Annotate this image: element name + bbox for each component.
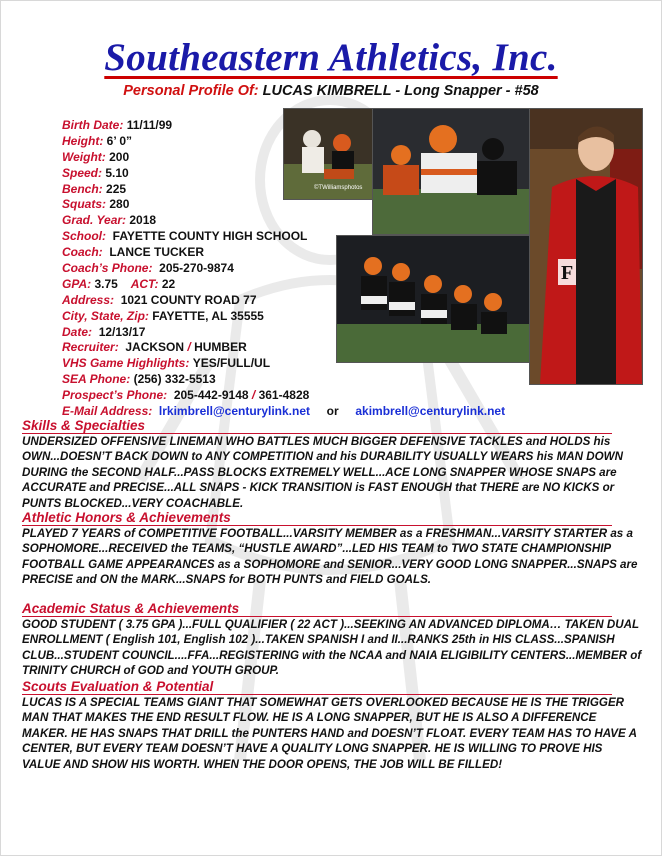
academic-section <box>22 601 642 679</box>
svg-text:F: F <box>561 262 574 284</box>
profile-subtitle <box>0 83 662 99</box>
info-row: SEA Phone: (256) 332-5513 <box>62 372 216 387</box>
info-row: Bench: 225 <box>62 181 127 196</box>
email-primary-link[interactable]: lrkimbrell@centurylink.net <box>158 404 310 419</box>
company-title: Southeastern Athletics, Inc. <box>104 36 558 79</box>
info-row: GPA: 3.75 ACT: 22 <box>62 276 176 291</box>
info-row: Address: 1021 COUNTY ROAD 77 <box>62 292 257 307</box>
profile-label: Personal Profile Of: <box>123 83 259 99</box>
profile-name: LUCAS KIMBRELL - Long Snapper - #58 <box>262 83 539 99</box>
section-title: Academic Status & Achievements <box>22 601 612 617</box>
info-row: Recruiter: JACKSON / HUMBER <box>62 340 247 355</box>
info-row: VHS Game Highlights: YES/FULL/UL <box>62 356 271 371</box>
info-row: Coach’s Phone: 205-270-9874 <box>62 261 234 276</box>
section-body: LUCAS IS A SPECIAL TEAMS GIANT THAT SOMEWHAT GETS OVERLOOKED BECAUSE HE IS THE TRIGGER MAN THAT MAKES THE END RESULT FLOW. HE IS A LONG SNAPPER, BUT HE IS ALSO A DIFFERENCE MAKER. HE HAS SNAPS THAT DRILL the PUNTERS HAND and DOESN’T FLOAT. EVERY TEAM HAS TO HAVE A CENTER, BUT EVERY TEAM DOESN’T HAVE A QUALITY LONG SNAPPER. HE IS WILLING TO PROVE HIS VALUE AND SHOW HIS WORTH. WHEN THE DOOR OPENS, THE JOB WILL BE FILLED! <box>22 696 637 771</box>
game-photo-3 <box>336 235 530 363</box>
portrait-photo <box>529 108 643 385</box>
info-row: City, State, Zip: FAYETTE, AL 35555 <box>62 308 264 323</box>
section-title: Skills & Specialties <box>22 418 612 434</box>
info-row: School: FAYETTE COUNTY HIGH SCHOOL <box>62 229 308 244</box>
section-body: UNDERSIZED OFFENSIVE LINEMAN WHO BATTLES MUCH BIGGER DEFENSIVE TACKLES and HOLDS his OWN...DOESN’T BACK DOWN to ANY COMPETITION and his DURABILITY USUALLY WEARS his MAN DOWN DURING the SECOND HALF...PASS BLOCKS EXTREMELY WELL...ACE LONG SNAPPER WHOSE SNAPS are ACCURATE and PRECISE...ALL SNAPS - KICK TRANSITION is FAST ENOUGH that THERE are NO KICKS or PUNTS BLOCKED...VERY COACHABLE. <box>22 435 623 510</box>
info-row: Birth Date: 11/11/99 <box>62 118 173 132</box>
email-secondary-link[interactable]: akimbrell@centurylink.net <box>355 404 506 419</box>
info-row: Grad. Year: 2018 <box>62 213 157 228</box>
game-photo-1 <box>283 108 373 200</box>
info-row: Weight: 200 <box>62 149 130 164</box>
info-row: Coach: LANCE TUCKER <box>62 245 205 260</box>
info-row: Height: 6’ 0” <box>62 133 133 148</box>
honors-section <box>22 510 642 588</box>
info-row: Prospect’s Phone: 205-442-9148 / 361-4828 <box>62 388 310 403</box>
email-row: E-Mail Address: lrkimbrell@centurylink.net or akimbrell@centurylink.net <box>62 404 506 419</box>
info-row: Squats: 280 <box>62 197 130 212</box>
skills-section <box>22 418 642 511</box>
section-title: Scouts Evaluation & Potential <box>22 679 612 695</box>
scouts-section <box>22 679 642 772</box>
photo-credit: ©TWilliamsphotos <box>314 185 363 191</box>
section-body: PLAYED 7 YEARS of COMPETITIVE FOOTBALL...VARSITY MEMBER as a FRESHMAN...VARSITY STARTER as a SOPHOMORE...RECEIVED the TEAMS, “HUSTLE AWARD”...LED HIS TEAM to TWO STATE CHAMPIONSHIP FOOTBALL GAME APPEARANCES as a SOPHOMORE and SENIOR...VERY GOOD LONG SNAPPER...SNAPS are PRECISE and ON the MARK...SNAPS for BOTH PUNTS and FIELD GOALS. <box>22 527 638 587</box>
game-photo-2 <box>372 108 530 235</box>
info-row: Speed: 5.10 <box>62 165 129 180</box>
section-title: Athletic Honors & Achievements <box>22 510 612 526</box>
info-row: Date: 12/13/17 <box>62 324 146 339</box>
section-body: GOOD STUDENT ( 3.75 GPA )...FULL QUALIFIER ( 22 ACT )...SEEKING AN ADVANCED DIPLOMA… TAKEN DUAL ENROLLMENT ( English 101, English 102 )...TAKEN SPANISH I and II...RANKS 25th in HIS CLASS...SPANISH CLUB...STUDENT COUNCIL....FFA...REGISTERING with the NCAA and NAIA ELIGIBILITY CENTERS...MEMBER of TRINITY CHURCH of GOD and YOUTH GROUP. <box>22 618 642 678</box>
